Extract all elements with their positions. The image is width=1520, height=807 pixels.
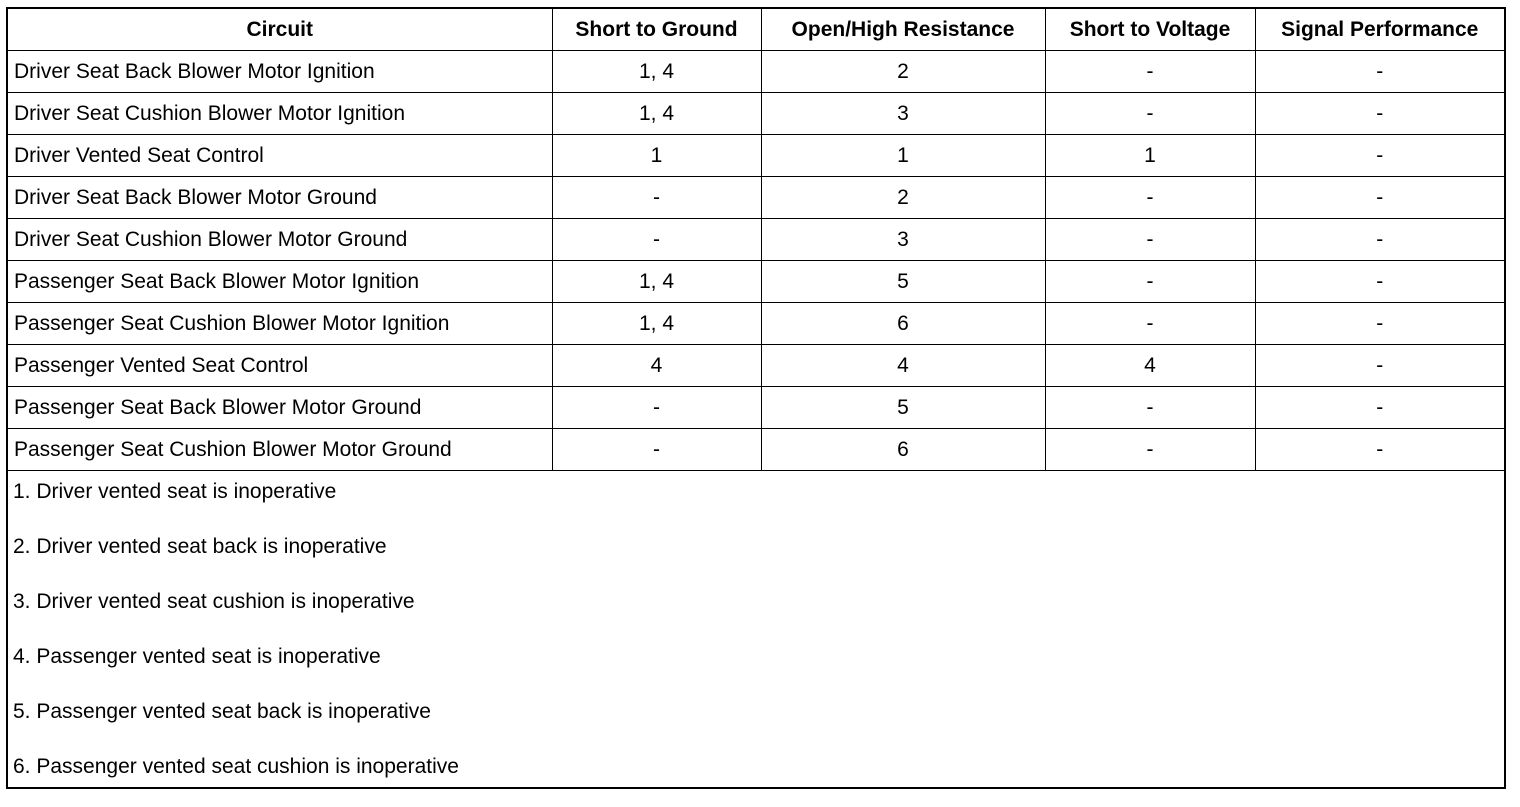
cell-open-high-resistance: 4 — [761, 345, 1045, 387]
footnote-item: 6. Passenger vented seat cushion is inoperative — [13, 755, 459, 778]
cell-circuit-name: Passenger Seat Back Blower Motor Ground — [8, 387, 552, 429]
header-row — [8, 9, 1504, 51]
circuit-fault-table-sheet — [6, 7, 1506, 789]
cell-short-to-voltage: - — [1045, 177, 1255, 219]
cell-open-high-resistance: 5 — [761, 387, 1045, 429]
cell-short-to-voltage: - — [1045, 261, 1255, 303]
footnote-item: 4. Passenger vented seat is inoperative — [13, 645, 381, 668]
header-circuit: Circuit — [8, 9, 552, 51]
cell-short-to-ground: - — [552, 177, 761, 219]
cell-signal-performance: - — [1255, 135, 1504, 177]
cell-circuit-name: Driver Vented Seat Control — [8, 135, 552, 177]
cell-signal-performance: - — [1255, 51, 1504, 93]
cell-short-to-voltage: 1 — [1045, 135, 1255, 177]
cell-short-to-ground: 1, 4 — [552, 303, 761, 345]
table-row — [8, 387, 1504, 429]
cell-circuit-name: Driver Seat Cushion Blower Motor Ignition — [8, 93, 552, 135]
cell-circuit-name: Driver Seat Cushion Blower Motor Ground — [8, 219, 552, 261]
cell-open-high-resistance: 1 — [761, 135, 1045, 177]
header-short-to-voltage: Short to Voltage — [1045, 9, 1255, 51]
header-short-to-ground: Short to Ground — [552, 9, 761, 51]
cell-signal-performance: - — [1255, 261, 1504, 303]
cell-circuit-name: Passenger Seat Back Blower Motor Ignition — [8, 261, 552, 303]
cell-short-to-ground: 4 — [552, 345, 761, 387]
cell-signal-performance: - — [1255, 429, 1504, 471]
cell-signal-performance: - — [1255, 177, 1504, 219]
cell-circuit-name: Passenger Seat Cushion Blower Motor Ignition — [8, 303, 552, 345]
cell-short-to-voltage: - — [1045, 51, 1255, 93]
footnote-item: 1. Driver vented seat is inoperative — [13, 480, 337, 503]
footnote-item: 2. Driver vented seat back is inoperative — [13, 535, 387, 558]
table-row — [8, 429, 1504, 471]
cell-signal-performance: - — [1255, 387, 1504, 429]
cell-open-high-resistance: 2 — [761, 177, 1045, 219]
table-row — [8, 303, 1504, 345]
cell-open-high-resistance: 3 — [761, 93, 1045, 135]
cell-short-to-ground: - — [552, 219, 761, 261]
cell-signal-performance: - — [1255, 345, 1504, 387]
cell-short-to-voltage: - — [1045, 303, 1255, 345]
cell-signal-performance: - — [1255, 219, 1504, 261]
footnotes — [8, 471, 1504, 807]
header-open-high-resistance: Open/High Resistance — [761, 9, 1045, 51]
footnote-item: 3. Driver vented seat cushion is inoperative — [13, 590, 415, 613]
cell-signal-performance: - — [1255, 93, 1504, 135]
cell-short-to-ground: 1, 4 — [552, 261, 761, 303]
cell-short-to-voltage: - — [1045, 219, 1255, 261]
circuit-fault-table — [8, 9, 1504, 471]
cell-open-high-resistance: 2 — [761, 51, 1045, 93]
table-row — [8, 219, 1504, 261]
table-row — [8, 345, 1504, 387]
cell-short-to-ground: 1, 4 — [552, 51, 761, 93]
header-signal-performance: Signal Performance — [1255, 9, 1504, 51]
cell-short-to-voltage: - — [1045, 93, 1255, 135]
cell-short-to-voltage: - — [1045, 429, 1255, 471]
footnote-item: 5. Passenger vented seat back is inoperative — [13, 700, 431, 723]
cell-circuit-name: Passenger Seat Cushion Blower Motor Ground — [8, 429, 552, 471]
cell-circuit-name: Passenger Vented Seat Control — [8, 345, 552, 387]
cell-open-high-resistance: 6 — [761, 429, 1045, 471]
cell-short-to-voltage: 4 — [1045, 345, 1255, 387]
cell-signal-performance: - — [1255, 303, 1504, 345]
cell-open-high-resistance: 6 — [761, 303, 1045, 345]
table-row — [8, 177, 1504, 219]
table-row — [8, 93, 1504, 135]
cell-short-to-ground: 1, 4 — [552, 93, 761, 135]
cell-short-to-ground: 1 — [552, 135, 761, 177]
cell-short-to-ground: - — [552, 429, 761, 471]
cell-short-to-voltage: - — [1045, 387, 1255, 429]
table-row — [8, 51, 1504, 93]
table-row — [8, 261, 1504, 303]
cell-short-to-ground: - — [552, 387, 761, 429]
table-row — [8, 135, 1504, 177]
cell-open-high-resistance: 3 — [761, 219, 1045, 261]
cell-circuit-name: Driver Seat Back Blower Motor Ignition — [8, 51, 552, 93]
cell-open-high-resistance: 5 — [761, 261, 1045, 303]
cell-circuit-name: Driver Seat Back Blower Motor Ground — [8, 177, 552, 219]
